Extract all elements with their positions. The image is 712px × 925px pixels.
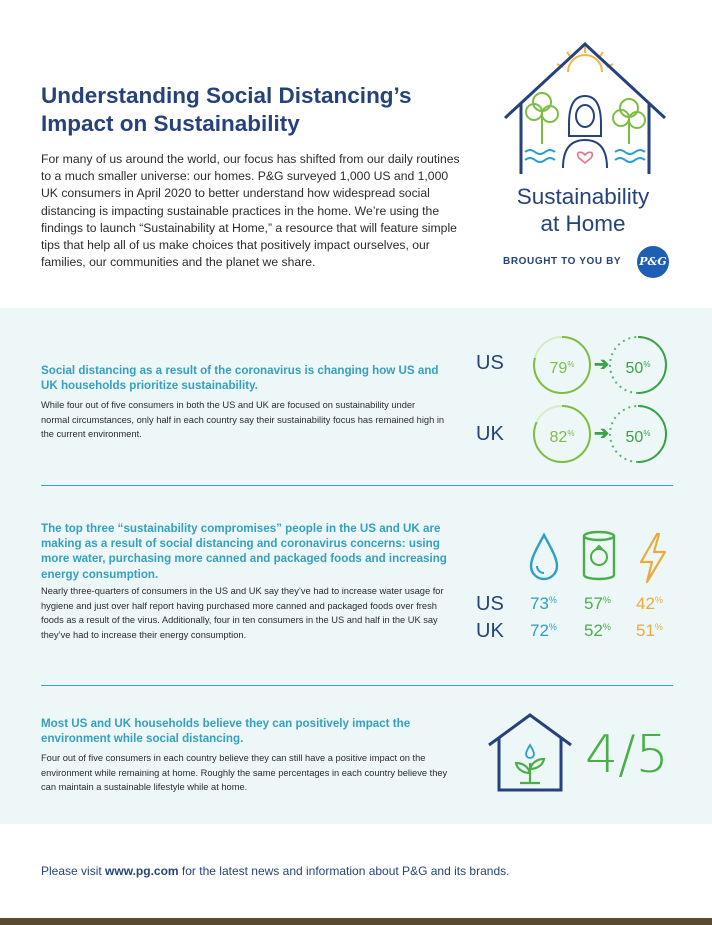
hero-title-line-2: at Home	[540, 211, 626, 236]
uk-energy-unit: %	[654, 622, 663, 632]
section3-body: Four out of five consumers in each country believe they can still have a positive impact on the environment while remaining at home. Roughly the same percentages in each country believe they can maintain a sustainable lifestyle while at home.	[41, 753, 448, 793]
title-line-1: Understanding Social Distancing’s	[41, 83, 412, 108]
us-energy-number: 42	[636, 594, 655, 613]
us-before-number: 79	[549, 360, 568, 377]
us-before-unit: %	[567, 360, 575, 369]
divider-1	[41, 485, 673, 486]
us-arrow-icon: ➔	[594, 354, 610, 374]
us-can-number: 57	[584, 594, 603, 613]
uk-can-value	[584, 621, 634, 641]
us-water-unit: %	[548, 595, 557, 605]
house-plant-icon	[485, 711, 575, 793]
us-after-value	[607, 334, 669, 400]
uk-water-value	[530, 621, 580, 641]
uk-before-number: 82	[549, 429, 568, 446]
us-can-unit: %	[602, 595, 611, 605]
section2-body: Nearly three-quarters of consumers in the US and UK say they’ve had to increase water usage for hygiene and just over half report having purchased more canned and packaged foods over fresh foods as a result of the virus. Additionally, four in ten consumers in the US and half in the UK say they’ve had to increase their energy consumption.	[41, 586, 444, 640]
us-can-value	[584, 594, 634, 614]
divider-2	[41, 685, 673, 686]
footer-text	[41, 864, 509, 878]
footer-prefix: Please visit	[41, 864, 106, 878]
uk-before-unit: %	[567, 429, 575, 438]
footer-link[interactable]: www.pg.com	[105, 864, 179, 878]
can-icon	[581, 529, 617, 583]
hero-title-line-1: Sustainability	[516, 184, 650, 209]
uk-after-unit: %	[643, 429, 651, 438]
title-line-2: Impact on Sustainability	[41, 111, 300, 136]
hero-title	[490, 183, 676, 237]
brought-to-you-label: BROUGHT TO YOU BY	[503, 256, 622, 267]
uk-water-unit: %	[548, 622, 557, 632]
intro-paragraph: For many of us around the world, our focus has shifted from our daily routines to a much smaller universe: our homes. P&G surveyed 1,000 US and 1,000 UK consumers in April 2020 to better understand how widespread social distancing is impacting sustainable practices in the home. We’re using the findings to launch “Sustainability at Home,” a resource that will feature simple tips that help all of us make choices that positively impact ourselves, our families, our communities and the planet we share.	[41, 152, 460, 270]
us-energy-unit: %	[654, 595, 663, 605]
uk-after-value	[607, 403, 669, 469]
section1-heading: Social distancing as a result of the coronavirus is changing how US and UK households prioritize sustainability.	[41, 364, 439, 393]
uk-arrow-icon: ➔	[594, 423, 610, 443]
uk-can-unit: %	[602, 622, 611, 632]
header-section	[0, 0, 712, 308]
us-water-value	[530, 594, 580, 614]
section3-heading: Most US and UK households believe they can positively impact the environment while social distancing.	[41, 717, 411, 746]
water-drop-icon	[527, 532, 561, 582]
four-fifths-value: 4/5	[585, 725, 669, 785]
country-label-uk: UK	[476, 423, 504, 445]
bottom-edge	[0, 918, 712, 925]
us-after-unit: %	[643, 360, 651, 369]
uk-can-number: 52	[584, 621, 603, 640]
section2-country-uk: UK	[476, 620, 504, 642]
uk-energy-value	[636, 621, 686, 641]
us-before-value	[531, 334, 593, 400]
house-person-icon	[495, 40, 675, 280]
us-after-number: 50	[625, 360, 644, 377]
section2-heading: The top three “sustainability compromises” people in the US and UK are making as a result of social distancing and coronavirus concerns: using more water, purchasing more canned and packaged foods and increasing energy consumption.	[41, 522, 447, 581]
section1-body: While four out of five consumers in both the US and UK are focused on sustainability under normal circumstances, only half in each country say their sustainability focus has remained high in the current environment.	[41, 400, 445, 440]
lightning-icon	[637, 532, 669, 584]
uk-before-value	[531, 403, 593, 469]
us-water-number: 73	[530, 594, 549, 613]
us-energy-value	[636, 594, 686, 614]
pg-logo: P&G	[637, 246, 669, 278]
uk-after-number: 50	[625, 429, 644, 446]
section2-country-us: US	[476, 593, 504, 615]
uk-energy-number: 51	[636, 621, 655, 640]
footer-suffix: for the latest news and information about P&G and its brands.	[178, 864, 510, 878]
page-title	[41, 82, 471, 138]
country-label-us: US	[476, 352, 504, 374]
uk-water-number: 72	[530, 621, 549, 640]
